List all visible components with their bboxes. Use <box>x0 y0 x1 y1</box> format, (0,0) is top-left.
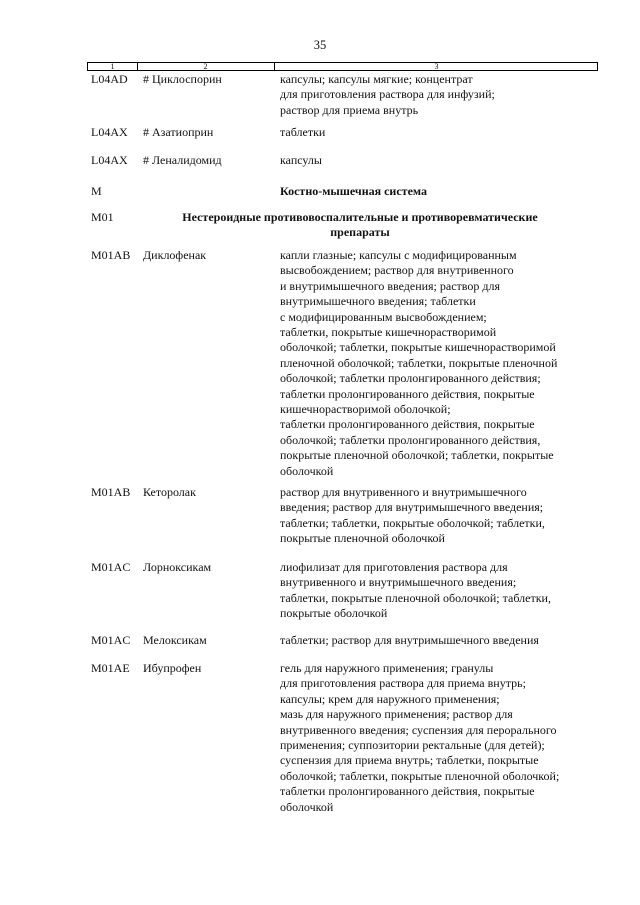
drug-name: # Циклоспорин <box>143 72 222 86</box>
dosage-line: высвобождением; раствор для внутривенного <box>280 263 514 278</box>
column-header-2: 2 <box>203 62 208 71</box>
dosage-line: гель для наружного применения; гранулы <box>280 661 494 675</box>
dosage-line: пленочной оболочкой; таблетки, покрытые пленочной <box>280 355 558 370</box>
dosage-forms <box>280 661 600 815</box>
drug-name: Диклофенак <box>143 248 207 262</box>
section-title: Костно-мышечная система <box>280 184 427 198</box>
dosage-forms <box>280 125 600 140</box>
dosage-line: покрытые пленочной оболочкой; таблетки, покрытые <box>280 448 554 463</box>
atc-code: M01AE <box>91 661 130 675</box>
dosage-line: капсулы; крем для наружного применения; <box>280 691 500 706</box>
dosage-line: таблетки; раствор для внутримышечного введения <box>280 633 539 647</box>
dosage-line: покрытые пленочной оболочкой <box>280 531 445 546</box>
atc-code: M01AB <box>91 248 131 262</box>
dosage-forms <box>280 633 600 648</box>
atc-code: L04AD <box>91 72 128 86</box>
dosage-line: внутривенного и внутримышечного введения; <box>280 575 517 590</box>
dosage-line: покрытые оболочкой <box>280 606 388 621</box>
dosage-line: оболочкой; таблетки пролонгированного действия, <box>280 432 541 447</box>
group-code: M01 <box>91 210 114 224</box>
dosage-line: оболочкой; таблетки пролонгированного действия; <box>280 371 541 386</box>
dosage-line: лиофилизат для приготовления раствора для <box>280 560 508 574</box>
group-title: Нестероидные противовоспалительные и противоревматические препараты <box>182 210 538 240</box>
dosage-forms <box>280 560 600 622</box>
dosage-line: мазь для наружного применения; раствор для <box>280 707 513 722</box>
page-number: 35 <box>313 38 327 52</box>
atc-code: M01AB <box>91 485 131 499</box>
drug-name: Лорноксикам <box>143 560 212 574</box>
dosage-line: оболочкой; таблетки, покрытые пленочной оболочкой; <box>280 768 560 783</box>
dosage-line: кишечнорастворимой оболочкой; <box>280 402 451 417</box>
dosage-line: капсулы <box>280 153 322 167</box>
dosage-line: для приготовления раствора для инфузий; <box>280 87 495 102</box>
column-header-row <box>87 62 598 71</box>
dosage-line: оболочкой; таблетки, покрытые кишечнорастворимой <box>280 340 556 355</box>
atc-code: M01AC <box>91 560 131 574</box>
dosage-forms <box>280 72 600 118</box>
drug-name: Кеторолак <box>143 485 196 499</box>
dosage-line: введения; раствор для внутримышечного введения; <box>280 500 544 515</box>
dosage-line: внутривенного введения; суспензия для перорального <box>280 722 557 737</box>
dosage-line: таблетки; таблетки, покрытые оболочкой; таблетки, <box>280 515 545 530</box>
dosage-line: таблетки, покрытые кишечнорастворимой <box>280 325 497 340</box>
dosage-line: применения; суппозитории ректальные (для детей); <box>280 738 545 753</box>
column-header-3: 3 <box>434 62 439 71</box>
atc-code: L04AX <box>91 125 128 139</box>
dosage-line: раствор для внутривенного и внутримышечного <box>280 485 527 499</box>
dosage-line: и внутримышечного введения; раствор для <box>280 278 500 293</box>
dosage-line: таблетки пролонгированного действия, покрытые <box>280 417 535 432</box>
dosage-line: оболочкой <box>280 463 334 478</box>
dosage-forms <box>280 153 600 168</box>
dosage-line: таблетки <box>280 125 326 139</box>
dosage-line: таблетки, покрытые пленочной оболочкой; таблетки, <box>280 590 551 605</box>
section-code: M <box>91 184 102 198</box>
dosage-line: раствор для приема внутрь <box>280 102 419 117</box>
dosage-line: внутримышечного введения; таблетки <box>280 294 476 309</box>
dosage-line: капсулы; капсулы мягкие; концентрат <box>280 72 473 86</box>
dosage-forms <box>280 248 600 479</box>
drug-name: Мелоксикам <box>143 633 207 647</box>
dosage-line: оболочкой <box>280 799 334 814</box>
drug-name: # Азатиоприн <box>143 125 214 139</box>
atc-code: L04AX <box>91 153 128 167</box>
dosage-line: суспензия для приема внутрь; таблетки, покрытые <box>280 753 539 768</box>
dosage-line: таблетки пролонгированного действия, покрытые <box>280 386 535 401</box>
dosage-line: с модифицированным высвобождением; <box>280 309 487 324</box>
drug-name: # Леналидомид <box>143 153 222 167</box>
column-header-1: 1 <box>110 62 115 71</box>
dosage-line: таблетки пролонгированного действия, покрытые <box>280 784 535 799</box>
dosage-line: для приготовления раствора для приема внутрь; <box>280 676 526 691</box>
drug-name: Ибупрофен <box>143 661 202 675</box>
dosage-line: капли глазные; капсулы с модифицированным <box>280 248 517 262</box>
dosage-forms <box>280 485 600 547</box>
atc-code: M01AC <box>91 633 131 647</box>
